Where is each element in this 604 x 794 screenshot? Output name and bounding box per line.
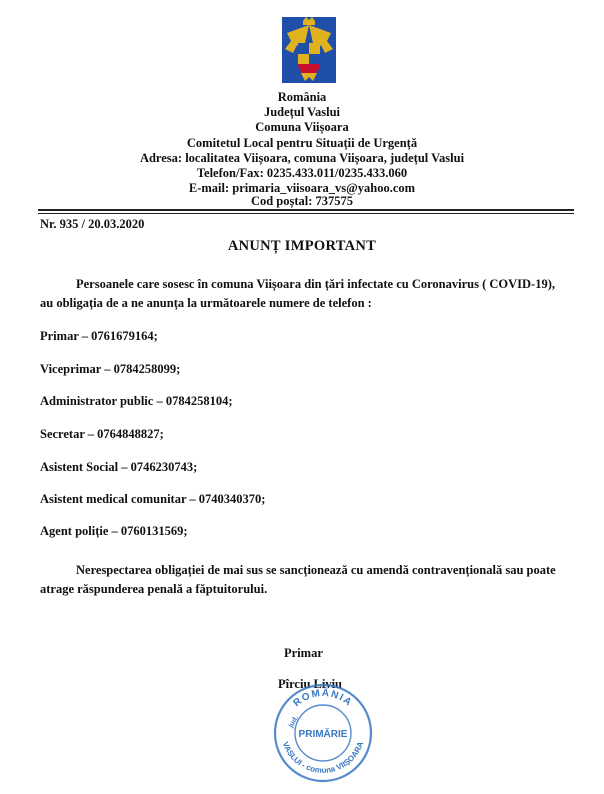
contact-asistent-social: Asistent Social – 0746230743; (40, 460, 198, 474)
intro-line-2: au obligația de a ne anunța la următoarele numere de telefon : (40, 296, 372, 310)
header-phone-fax: Telefon/Fax: 0235.433.011/0235.433.060 (196, 166, 408, 180)
official-stamp (272, 682, 374, 784)
signature-role: Primar (284, 646, 323, 660)
contact-administrator: Administrator public – 0784258104; (40, 394, 233, 408)
header-committee: Comitetul Local pentru Situații de Urgență (186, 136, 418, 150)
signature-name: Pîrciu Liviu (278, 677, 343, 691)
page-title: ANUNȚ IMPORTANT (227, 238, 377, 254)
header-email: E-mail: primaria_viisoara_vs@yahoo.com (188, 181, 416, 195)
stamp-top-arc: ROMÂNIA (291, 687, 355, 710)
coat-of-arms-icon (279, 15, 339, 85)
stamp-bottom-arc: VASLUI - comuna VIIȘOARA (280, 740, 366, 776)
header-address: Adresa: localitatea Viișoara, comuna Viișoara, județul Vaslui (139, 151, 465, 165)
contact-primar: Primar – 0761679164; (40, 329, 158, 343)
stamp-left-text: jud. (287, 714, 300, 729)
header-county: Județul Vaslui (263, 105, 341, 119)
document-number: Nr. 935 / 20.03.2020 (40, 217, 145, 231)
contact-asistent-medical: Asistent medical comunitar – 0740340370; (40, 492, 266, 506)
closing-line-2: atrage răspunderea penală a făptuitorului. (40, 582, 268, 596)
header-divider-thin (38, 213, 574, 214)
closing-line-1: Nerespectarea obligației de mai sus se sancționează cu amendă contravențională sau poate (76, 563, 556, 577)
header-country: România (277, 90, 327, 104)
stamp-center-text: PRIMĂRIE (298, 729, 348, 740)
header-commune: Comuna Viișoara (255, 120, 349, 134)
header-postal-code: Cod poștal: 737575 (250, 194, 354, 208)
contact-viceprimar: Viceprimar – 0784258099; (40, 362, 181, 376)
header-divider-thick (38, 209, 574, 211)
contact-agent-politie: Agent poliție – 0760131569; (40, 524, 188, 538)
intro-line-1: Persoanele care sosesc în comuna Viișoara din țări infectate cu Coronavirus ( COVID-19), (76, 277, 555, 291)
contact-secretar: Secretar – 0764848827; (40, 427, 164, 441)
